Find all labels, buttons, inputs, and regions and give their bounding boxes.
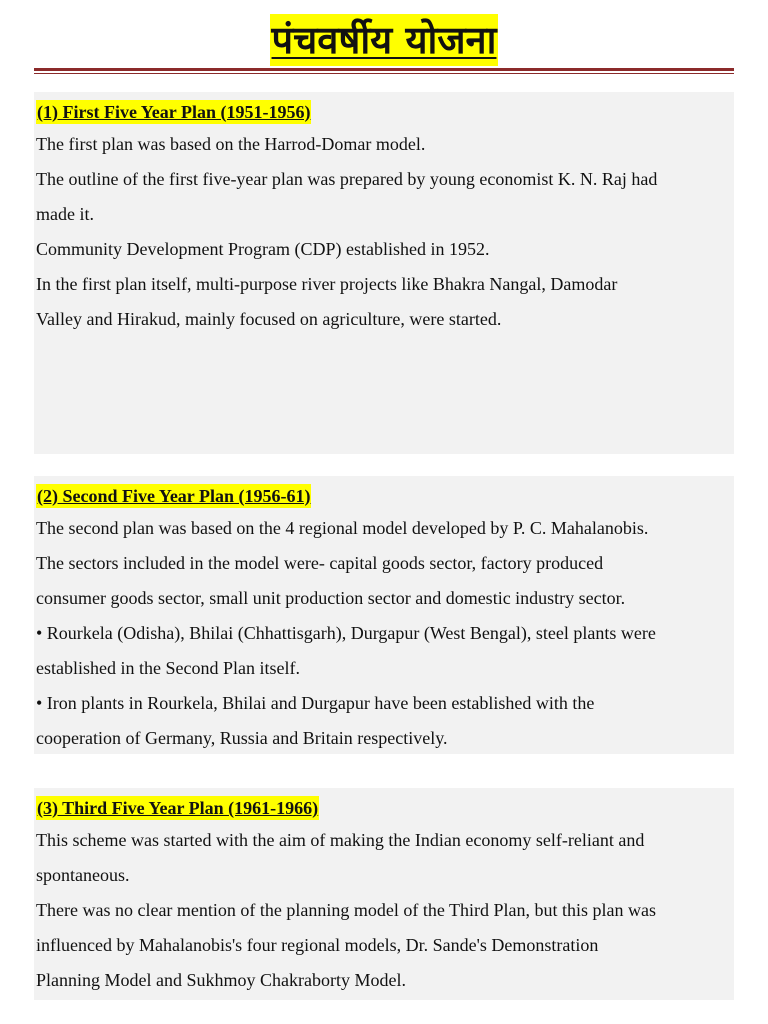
text-line: The outline of the first five-year plan was prepared by young economist K. N. Raj had — [36, 169, 658, 189]
text-line: The sectors included in the model were- capital goods sector, factory produced — [36, 553, 604, 573]
text-line: There was no clear mention of the planning model of the Third Plan, but this plan was — [36, 900, 657, 920]
text-line: cooperation of Germany, Russia and Britain respectively. — [36, 728, 448, 748]
title-container — [0, 14, 768, 66]
section-third-plan — [34, 788, 734, 1000]
section-heading: (2) Second Five Year Plan (1956-61) — [37, 486, 311, 506]
section-second-plan — [34, 476, 734, 754]
section-first-plan — [34, 92, 734, 454]
text-line: made it. — [36, 204, 94, 224]
section-heading: (1) First Five Year Plan (1951-1956) — [37, 102, 311, 122]
text-line: The first plan was based on the Harrod-Domar model. — [36, 134, 426, 154]
text-line: influenced by Mahalanobis's four regional models, Dr. Sande's Demonstration — [36, 935, 599, 955]
text-line: Planning Model and Sukhmoy Chakraborty Model. — [36, 970, 406, 990]
section-heading: (3) Third Five Year Plan (1961-1966) — [37, 798, 319, 818]
text-line: In the first plan itself, multi-purpose river projects like Bhakra Nangal, Damodar — [36, 274, 618, 294]
title-divider-thin — [34, 73, 734, 74]
text-line: • Iron plants in Rourkela, Bhilai and Durgapur have been established with the — [36, 693, 595, 713]
title-divider-thick — [34, 68, 734, 71]
text-line: Valley and Hirakud, mainly focused on agriculture, were started. — [36, 309, 502, 329]
text-line: This scheme was started with the aim of making the Indian economy self-reliant and — [36, 830, 645, 850]
text-line: spontaneous. — [36, 865, 130, 885]
text-line: The second plan was based on the 4 regional model developed by P. C. Mahalanobis. — [36, 518, 649, 538]
text-line: established in the Second Plan itself. — [36, 658, 300, 678]
page-title: पंचवर्षीय योजना — [270, 14, 499, 66]
text-line: consumer goods sector, small unit production sector and domestic industry sector. — [36, 588, 626, 608]
text-line: Community Development Program (CDP) established in 1952. — [36, 239, 490, 259]
text-line: • Rourkela (Odisha), Bhilai (Chhattisgarh), Durgapur (West Bengal), steel plants were — [36, 623, 656, 643]
